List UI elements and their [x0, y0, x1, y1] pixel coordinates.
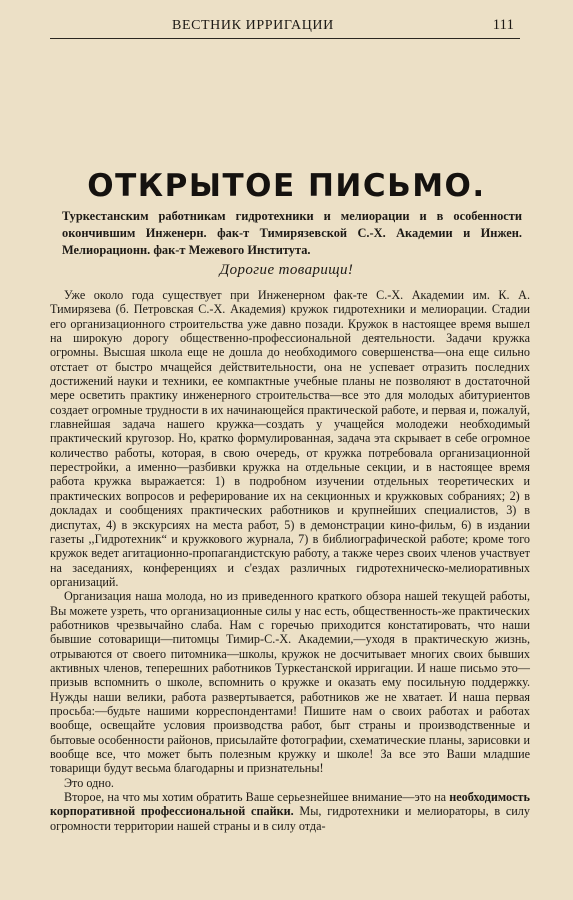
article-title: ОТКРЫТОЕ ПИСЬМО.	[87, 168, 486, 204]
paragraph-text: Второе, на что мы хотим обратить Ваше серьезнейшее внимание—это на	[64, 790, 450, 805]
article-subtitle: Туркестанским работникам гидротехники и мелиорации и в особенности окончившим Инженерн. фак-т Тимирязевской С.-Х. Академии и Инжен. Мелиорационн. фак-т Межевого Института.	[62, 209, 522, 257]
paragraph: Уже около года существует при Инженерном фак-те С.-Х. Академии им. К. А. Тимирязева (б. Петровская С.-Х. Академия) кружок гидротехники и мелиорации. Стадии его организационного строительства уже давно позади. Кружок в настоящее время вышел на широкую дорогу общественно-профессиональной деятельности. Задачи кружка огромны. Высшая школа еще не дошла до необходимого совершенства—она еще сильно отстает от быстро мчащейся действительности, она не успевает отразить последних достижений науки и техники, ее компактные учебные планы не позволяют в достаточной мере осветить практику инженерного строительства—все это для молодых абитуриентов создает огромные трудности в их начинающейся практической работе, и первая и, пожалуй, главнейшая задача нашего кружка—создать у учащейся молодежи необходимый практический кругозор. Но, кратко формулированная, задача эта скрывает в себе огромное количество работы, которая, в свою очередь, от кружка потребовала организационной перестройки, а именно—разбивки кружка на отдельные секции, и в настоящее время работа кружка выражается: 1) в подробном изучении отдельных теоретических и практических вопросов и реферирование их на секционных и кружковых собраниях; 2) в докладах и сообщениях практических работников и крупнейших специалистов, 3) в диспутах, 4) в экскурсиях на места работ, 5) в демонстрации кино-фильм, 6) в издании газеты ,,Гидротехник“ и кружкового журнала, 7) в библиографической работе; кроме того кружок ведет агитационно-пропагандистскую работу, а также через своих членов участвует на заседаниях, конференциях и с'ездах различных гидротехническо-мелиоративных организаций.	[50, 288, 530, 589]
greeting: Дорогие товарищи!	[219, 262, 354, 278]
paragraph	[50, 790, 530, 833]
paragraph: Это одно.	[64, 775, 114, 790]
page-number: 111	[492, 17, 514, 33]
emphasis-text: необходимость корпоративной профессиональной спайки.	[50, 790, 530, 819]
paragraph: Организация наша молода, но из приведенного краткого обзора нашей текущей работы, Вы можете узреть, что организационные силы у нас есть, общественность-же практических работников чрезвычайно слаба. Нам с горечью приходится констатировать, что наши бывшие сотоварищи—питомцы Тимир-С.-Х. Академии,—уходя в практическую жизнь, отрываются от своего питомника—школы, кружок не досчитывает многих своих бывших активных членов, теперешних работников Туркестанской ирригации. И наше письмо это—призыв вспомнить о школе, вспомнить о кружке и оказать ему посильную поддержку. Нужды наши велики, работа развертывается, работников же не хватает. И наша первая просьба:—будьте нашими корреспондентами! Пишите нам о своих работах и работах вообще, освещайте условия производства работ, быт страны и производственные и бытовые особенности районов, присылайте фотографии, схематические планы, зарисовки и вообще все, что может быть полезным кружку и школе! За все это Ваши младшие товарищи будут весьма благодарны и признательны!	[50, 589, 530, 776]
running-header	[50, 16, 520, 39]
journal-name: ВЕСТНИК ИРРИГАЦИИ	[172, 18, 334, 33]
article-body	[50, 288, 530, 833]
paragraph-text: Мы, гидротехники и мелиораторы, в силу огромности территории нашей страны и в силу отда-	[50, 804, 530, 833]
